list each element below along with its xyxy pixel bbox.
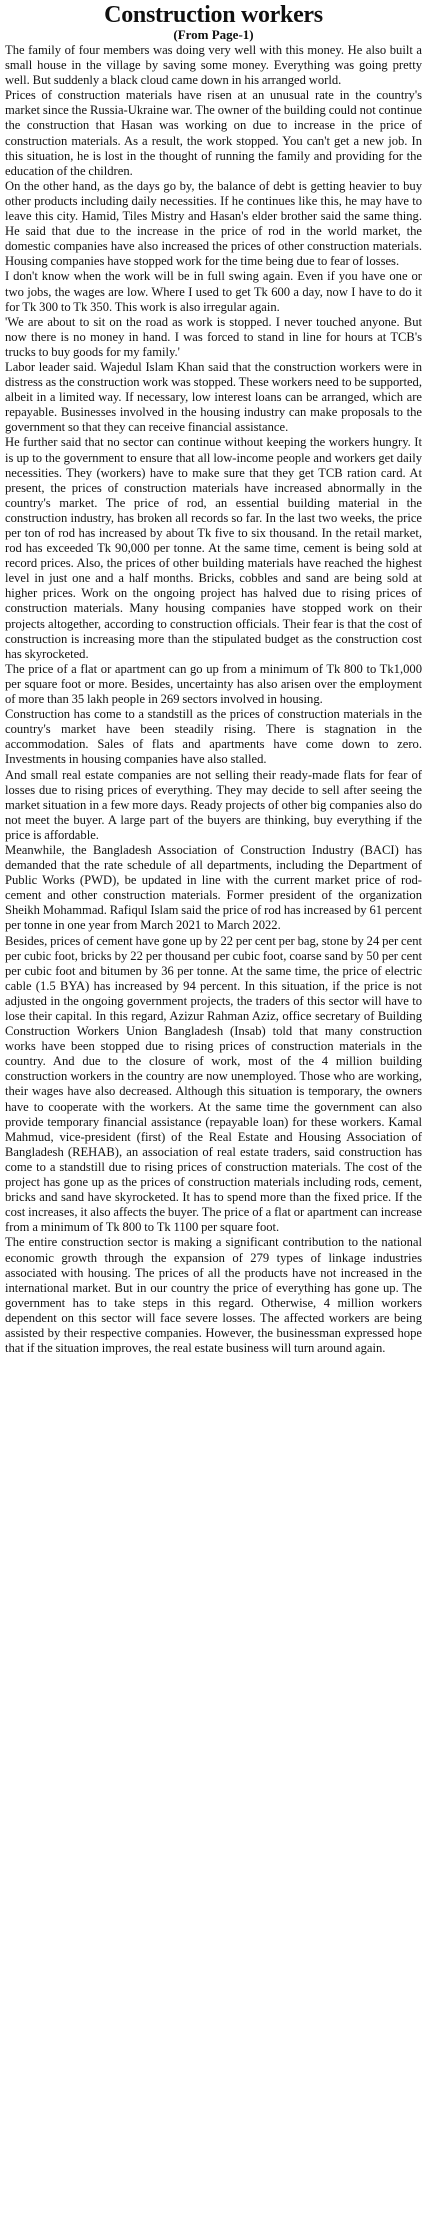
newspaper-clipping (0, 2, 426, 2215)
article-paragraph: The entire construction sector is making a significant contribution to the national economic growth through the expansion of 279 types of linkage industries associated with housing. The prices of all the products have not increased in the international market. But in our country the price of everything has gone up. The government has to take steps in this regard. Otherwise, 4 million workers dependent on this sector will face severe losses. The affected workers are being assisted by their respective companies. However, the businessman expressed hope that if the situation improves, the real estate business will turn around again. (5, 1235, 422, 1356)
article-paragraph: Labor leader said. Wajedul Islam Khan said that the construction workers were in distress as the construction work was stopped. These workers need to be supported, albeit in a limited way. If necessary, low interest loans can be arranged, which are repayable. Businesses involved in the housing industry can make proposals to the government so that they can receive financial assistance. (5, 359, 422, 435)
article-paragraph: 'We are about to sit on the road as work is stopped. I never touched anyone. But now there is no money in hand. I was forced to stand in line for hours at TCB's trucks to buy goods for my family.' (5, 314, 422, 359)
article-paragraph: Prices of construction materials have risen at an unusual rate in the country's market since the Russia-Ukraine war. The owner of the building could not continue the construction that Hasan was working on due to increase in the price of construction materials. As a result, the work stopped. You can't get a new job. In this situation, he is lost in the thought of running the family and providing for the education of the children. (5, 88, 422, 178)
headline: Construction workers (104, 2, 323, 28)
continuation-note: (From Page-1) (173, 27, 254, 42)
article-paragraph: Besides, prices of cement have gone up by 22 per cent per bag, stone by 24 per cent per cubic foot, bricks by 22 per thousand per cubic foot, coarse sand by 50 per cent per cubic foot and bitumen by 36 per tonne. At the same time, the price of electric cable (1.5 BYA) has increased by 94 percent. In this situation, if the price is not adjusted in the ongoing government projects, the traders of this sector will have to lose their capital. In this regard, Azizur Rahman Aziz, office secretary of Building Construction Workers Union Bangladesh (Insab) told that many construction works have been stopped due to rising prices of construction materials in the country. And due to the closure of work, most of the 4 million building construction workers in the country are now unemployed. Those who are working, their wages have also decreased. Although this situation is temporary, the owners have to cooperate with the workers. At the same time the government can also provide temporary financial assistance (repayable loan) for these workers. Kamal Mahmud, vice-president (first) of the Real Estate and Housing Association of Bangladesh (REHAB), an association of real estate traders, said construction has come to a standstill due to rising prices of construction materials. The cost of the project has gone up as the prices of construction materials including rods, cement, bricks and sand have skyrocketed. It has to spend more than the fixed price. If the cost increases, it also affects the buyer. The price of a flat or apartment can increase from a minimum of Tk 800 to Tk 1100 per square foot. (5, 933, 422, 1235)
article-paragraph: On the other hand, as the days go by, the balance of debt is getting heavier to buy other products including daily necessities. If he continues like this, he may have to leave this city. Hamid, Tiles Mistry and Hasan's elder brother said the same thing. He said that due to the increase in the price of rod in the world market, the domestic companies have also increased the prices of other construction materials. Housing companies have stopped work for the time being due to fear of losses. (5, 178, 422, 269)
article-paragraph: Construction has come to a standstill as the prices of construction materials in the country's market have been steadily rising. There is stagnation in the accommodation. Sales of flats and apartments have come down to zero. Investments in housing companies have also stalled. (5, 707, 422, 767)
article-paragraph: And small real estate companies are not selling their ready-made flats for fear of losses due to rising prices of everything. They may decide to sell after seeing the market situation in a few more days. Ready projects of other big companies also do not meet the buyer. A large part of the buyers are thinking, buy everything if the price is affordable. (5, 767, 422, 842)
article-body (5, 43, 422, 1356)
article-paragraph: He further said that no sector can continue without keeping the workers hungry. It is up to the government to ensure that all low-income people and workers get daily necessities. They (workers) have to make sure that they get TCB ration card. At present, the prices of construction materials have increased abnormally in the country's market. The price of rod, an essential building material in the construction industry, has broken all records so far. In the last two weeks, the price per ton of rod has increased by about Tk five to six thousand. In the retail market, rod has exceeded Tk 90,000 per tonne. At the same time, cement is being sold at record prices. Also, the prices of other building materials have reached the highest level in just one and a half months. Bricks, cobbles and sand are being sold at higher prices. Work on the ongoing project has halved due to rising prices of construction materials. Many housing companies have stopped work on their projects altogether, according to construction officials. Their fear is that the cost of construction is increasing more than the stipulated budget as the construction cost has skyrocketed. (5, 435, 422, 661)
article-paragraph: Meanwhile, the Bangladesh Association of Construction Industry (BACI) has demanded that the rate schedule of all departments, including the Department of Public Works (PWD), be updated in line with the current market price of rod-cement and other construction materials. Former president of the organization Sheikh Mohammad. Rafiqul Islam said the price of rod has increased by 61 percent per tonne in one year from March 2021 to March 2022. (5, 842, 422, 933)
article-paragraph: The family of four members was doing very well with this money. He also built a small house in the village by saving some money. Everything was going pretty well. But suddenly a black cloud came down in his arranged world. (5, 43, 422, 88)
article-paragraph: I don't know when the work will be in full swing again. Even if you have one or two jobs, the wages are low. Where I used to get Tk 600 a day, now I have to do it for Tk 300 to Tk 350. This work is also irregular again. (5, 269, 422, 314)
article-paragraph: The price of a flat or apartment can go up from a minimum of Tk 800 to Tk1,000 per square foot or more. Besides, uncertainty has also arisen over the employment of more than 35 lakh people in 269 sectors involved in housing. (5, 661, 422, 707)
